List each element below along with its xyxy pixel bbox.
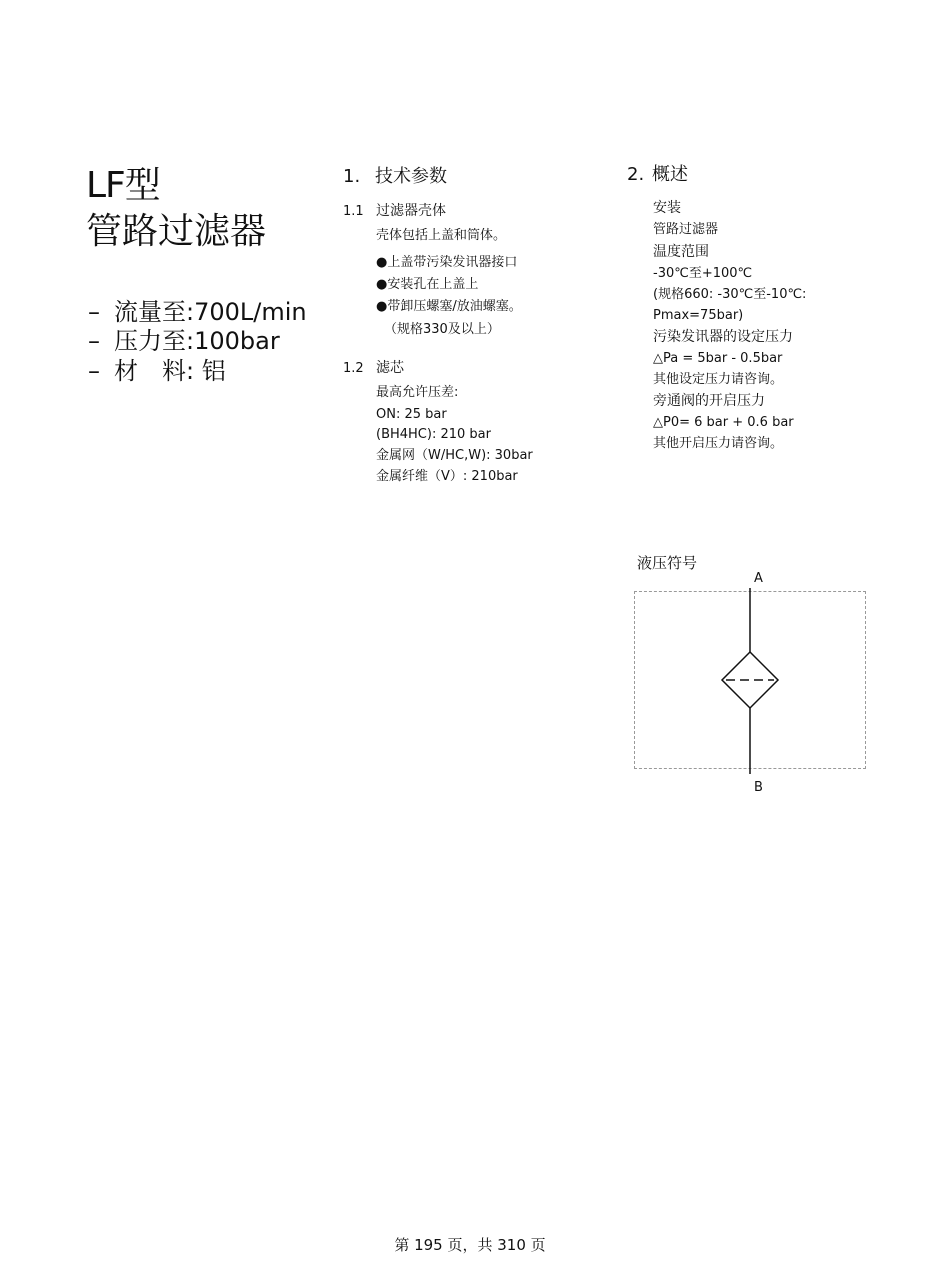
tech-heading — [343, 165, 447, 189]
housing-desc: 壳体包括上盖和筒体。 — [376, 228, 507, 243]
housing-title: 过滤器壳体 — [376, 203, 446, 219]
feature-dash: – — [88, 327, 100, 355]
housing-bullet: ●上盖带污染发讯器接口 — [376, 255, 518, 270]
housing-note: （规格330及以上） — [384, 322, 500, 337]
symbol-title: 液压符号 — [637, 554, 698, 572]
overview-value: (规格660: -30℃至-10℃: — [653, 287, 807, 302]
overview-label: 安装 — [653, 200, 681, 216]
element-heading — [343, 358, 404, 379]
feature-dash: – — [88, 357, 100, 385]
product-model: LF型 — [86, 165, 160, 206]
element-num: 1.2 — [343, 361, 364, 376]
overview-value: -30℃至+100℃ — [653, 266, 753, 281]
element-line: 金属纤维（V）: 210bar — [376, 469, 518, 484]
element-line: 金属网（W/HC,W): 30bar — [376, 448, 533, 463]
element-line: ON: 25 bar — [376, 407, 447, 422]
product-name: 管路过滤器 — [86, 211, 267, 252]
overview-label: 污染发讯器的设定压力 — [653, 329, 793, 345]
housing-heading — [343, 201, 446, 222]
feature-text: 流量至:700L/min — [114, 298, 307, 326]
element-title: 滤芯 — [376, 360, 404, 376]
element-line: (BH4HC): 210 bar — [376, 427, 491, 442]
overview-heading — [627, 163, 688, 187]
feature-text: 材 料: 铝 — [114, 357, 226, 385]
feature-dash: – — [88, 298, 100, 326]
overview-heading-text: 概述 — [652, 164, 688, 185]
overview-value: 其他设定压力请咨询。 — [653, 372, 784, 387]
port-b-label: B — [754, 780, 763, 795]
page-number: 第 195 页，共 310 页 — [394, 1236, 546, 1254]
filter-symbol-icon — [634, 570, 866, 780]
overview-label: 旁通阀的开启压力 — [653, 393, 765, 409]
overview-value: Pmax=75bar) — [653, 308, 744, 323]
overview-label: 温度范围 — [653, 244, 709, 260]
port-a-label: A — [754, 571, 763, 586]
feature-text: 压力至:100bar — [114, 327, 280, 355]
overview-value: △Pa = 5bar - 0.5bar — [653, 351, 783, 366]
element-line: 最高允许压差: — [376, 385, 459, 400]
tech-heading-num: 1. — [343, 166, 361, 187]
feature-flow — [88, 297, 307, 327]
overview-value: 管路过滤器 — [653, 222, 719, 237]
housing-num: 1.1 — [343, 204, 364, 219]
overview-heading-num: 2. — [627, 164, 645, 185]
feature-material — [88, 356, 226, 386]
housing-bullet: ●安装孔在上盖上 — [376, 277, 479, 292]
overview-value: 其他开启压力请咨询。 — [653, 436, 784, 451]
tech-heading-text: 技术参数 — [375, 166, 447, 187]
overview-value: △P0= 6 bar + 0.6 bar — [653, 415, 794, 430]
feature-pressure — [88, 326, 280, 356]
housing-bullet: ●带卸压螺塞/放油螺塞。 — [376, 299, 522, 314]
